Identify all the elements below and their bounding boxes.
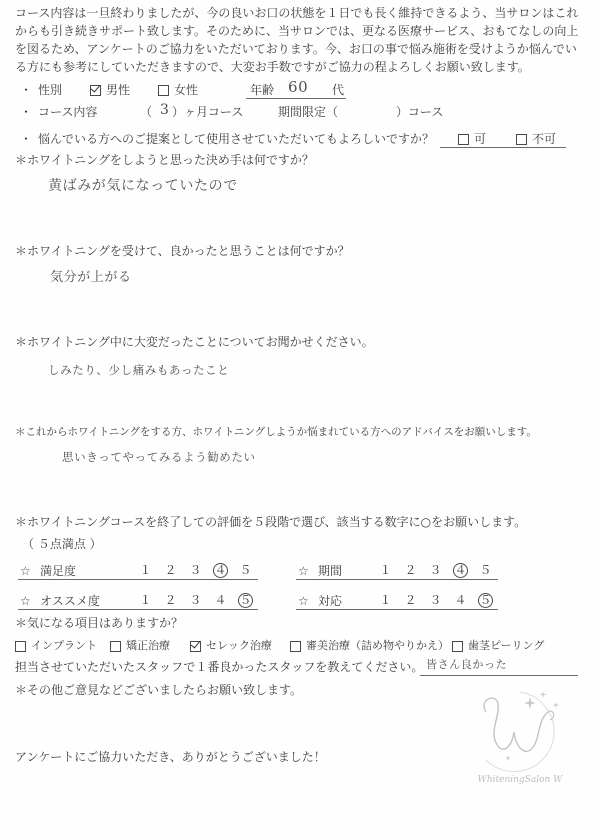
rating-option: ２ xyxy=(164,593,177,607)
bullet: ・ xyxy=(20,83,33,97)
interest-option-implant xyxy=(15,639,97,653)
cerec-label: セレック治療 xyxy=(206,639,272,652)
consent-yes-checkbox xyxy=(458,134,469,145)
rating-row-satisfaction xyxy=(18,563,258,580)
gender-label: 性別 xyxy=(38,83,63,97)
bullet: ・ xyxy=(20,105,33,119)
rating-option: ５ xyxy=(239,563,252,577)
age-label: 年齢 xyxy=(250,83,275,97)
rating-option: ３ xyxy=(429,593,442,607)
consent-yes-label: 可 xyxy=(474,132,487,146)
aesthetic-checkbox xyxy=(290,641,301,652)
consent-option-no xyxy=(516,132,556,146)
rating-option: ５ xyxy=(479,593,492,607)
course-row xyxy=(0,102,600,121)
question-decision: ＊ホワイトニングをしようと思った決め手は何ですか？ xyxy=(15,153,314,167)
rating-option: ３ xyxy=(429,563,442,577)
intro-line: る方にも参考にしていただきますので、大変お手数ですがご協力の程よろしくお願い致します。 xyxy=(15,60,530,74)
sparkle-icon xyxy=(553,702,559,708)
orthodontics-checkbox xyxy=(110,641,121,652)
rating-option: ２ xyxy=(404,593,417,607)
star-icon: ☆ xyxy=(20,594,31,608)
gum-peeling-checkbox xyxy=(452,641,463,652)
rating-option: ２ xyxy=(164,563,177,577)
sparkle-icon xyxy=(524,697,536,709)
sparkle-icon xyxy=(540,691,547,698)
star-icon: ☆ xyxy=(20,564,31,578)
logo-w-mark xyxy=(484,698,548,751)
consent-option-yes xyxy=(458,132,486,146)
star-icon: ☆ xyxy=(298,594,309,608)
implant-checkbox xyxy=(15,641,26,652)
rating-option: ４ xyxy=(454,593,467,607)
intro-line: を図るため、アンケートのご協力をいただいております。今、お口の事で悩み施術を受けようか悩んでい xyxy=(15,42,577,56)
rating-row-recommend xyxy=(18,593,258,610)
interest-option-orthodontics xyxy=(110,639,170,653)
course-months-suffix: ）ヶ月コース xyxy=(172,105,244,119)
answer-advice: 思いきってやってみるよう勧めたい xyxy=(62,450,256,464)
interest-option-aesthetic xyxy=(290,639,449,653)
rating-label: 満足度 xyxy=(40,564,77,578)
intro-line: コース内容は一旦終わりましたが、今の良いお口の状態を１日でも長く維持できるよう、当サロンはこれ xyxy=(15,6,579,20)
answer-decision: 黄ばみが気になっていたので xyxy=(48,178,238,194)
consent-question: 悩んでいる方へのご提案として使用させていただいてもよろしいですか？ xyxy=(38,132,435,146)
age-value: 60 xyxy=(288,78,309,96)
limited-course-suffix: ）コース xyxy=(396,105,444,119)
age-underline xyxy=(246,98,346,99)
rating-label: オススメ度 xyxy=(40,594,100,608)
limited-course-label: 期間限定（ xyxy=(278,105,339,119)
staff-answer-underline xyxy=(420,675,578,676)
interests-question: ＊気になる項目はありますか？ xyxy=(15,616,184,630)
aesthetic-label: 審美治療（詰め物やりかえ） xyxy=(306,639,449,652)
question-difficulty: ＊ホワイトニング中に大変だったことについてお聞かせください。 xyxy=(15,335,374,349)
male-label: 男性 xyxy=(106,83,131,97)
implant-label: インプラント xyxy=(31,639,97,652)
profile-row xyxy=(0,78,600,99)
rating-option: ５ xyxy=(479,563,492,577)
gender-option-male xyxy=(90,83,130,97)
age-suffix: 代 xyxy=(332,83,345,97)
course-label: コース内容 xyxy=(38,105,98,119)
other-comments-question: ＊その他ご意見などございましたらお願い致します。 xyxy=(15,683,303,697)
male-checkbox xyxy=(90,85,101,96)
logo-dot xyxy=(506,756,509,759)
rating-option: ４ xyxy=(454,563,467,577)
consent-no-label: 不可 xyxy=(532,132,557,146)
staff-answer: 皆さん良かった xyxy=(426,658,508,671)
answer-difficulty: しみたり、少し痛みもあったこと xyxy=(48,363,230,377)
logo-ring xyxy=(486,692,554,772)
answer-benefit: 気分が上がる xyxy=(50,270,132,285)
course-months-value: 3 xyxy=(160,102,170,118)
orthodontics-label: 矯正治療 xyxy=(126,639,170,652)
salon-logo-icon xyxy=(468,688,572,774)
course-open-paren: （ xyxy=(140,105,153,119)
consent-no-checkbox xyxy=(516,134,527,145)
staff-question: 担当させていただいたスタッフで１番良かったスタッフを教えてください。 xyxy=(15,660,424,674)
rating-label: 期間 xyxy=(318,564,343,578)
question-advice: ＊これからホワイトニングをする方、ホワイトニングしようか悩まれている方へのアドバイスをお願いします。 xyxy=(15,426,537,438)
closing-message: アンケートにご協力いただき、ありがとうございました！ xyxy=(15,750,326,764)
rating-option: １ xyxy=(139,563,152,577)
consent-underline xyxy=(440,147,566,148)
star-icon: ☆ xyxy=(298,564,309,578)
consent-row xyxy=(0,132,600,148)
intro-line: からも引き続きサポート致します。そのために、当サロンでは、更なる医療サービス、おもてなしの向上 xyxy=(15,24,579,38)
rating-scale-note: （ ５点満点 ） xyxy=(22,537,102,551)
rating-option: １ xyxy=(139,593,152,607)
interest-option-cerec xyxy=(190,639,272,653)
cerec-checkbox xyxy=(190,641,201,652)
gender-option-female xyxy=(158,83,198,97)
rating-option: ５ xyxy=(239,593,252,607)
rating-option: ３ xyxy=(189,593,202,607)
rating-row-service xyxy=(296,593,498,610)
rating-option: ３ xyxy=(189,563,202,577)
female-label: 女性 xyxy=(174,83,199,97)
rating-option: ４ xyxy=(214,593,227,607)
rating-option: １ xyxy=(379,563,392,577)
rating-row-duration xyxy=(296,563,498,580)
rating-option: ４ xyxy=(214,563,227,577)
question-benefit: ＊ホワイトニングを受けて、良かったと思うことは何ですか？ xyxy=(15,244,350,258)
interest-option-gum-peeling xyxy=(452,639,544,653)
female-checkbox xyxy=(158,85,169,96)
salon-logo-text: WhiteningSalon W xyxy=(477,775,563,785)
rating-option: １ xyxy=(379,593,392,607)
gum-peeling-label: 歯茎ピーリング xyxy=(468,639,545,652)
rating-option: ２ xyxy=(404,563,417,577)
rating-label: 対応 xyxy=(318,594,343,608)
bullet: ・ xyxy=(20,132,33,146)
rating-instruction: ＊ホワイトニングコースを終了しての評価を５段階で選び、該当する数字に○をお願いします。 xyxy=(15,515,527,529)
